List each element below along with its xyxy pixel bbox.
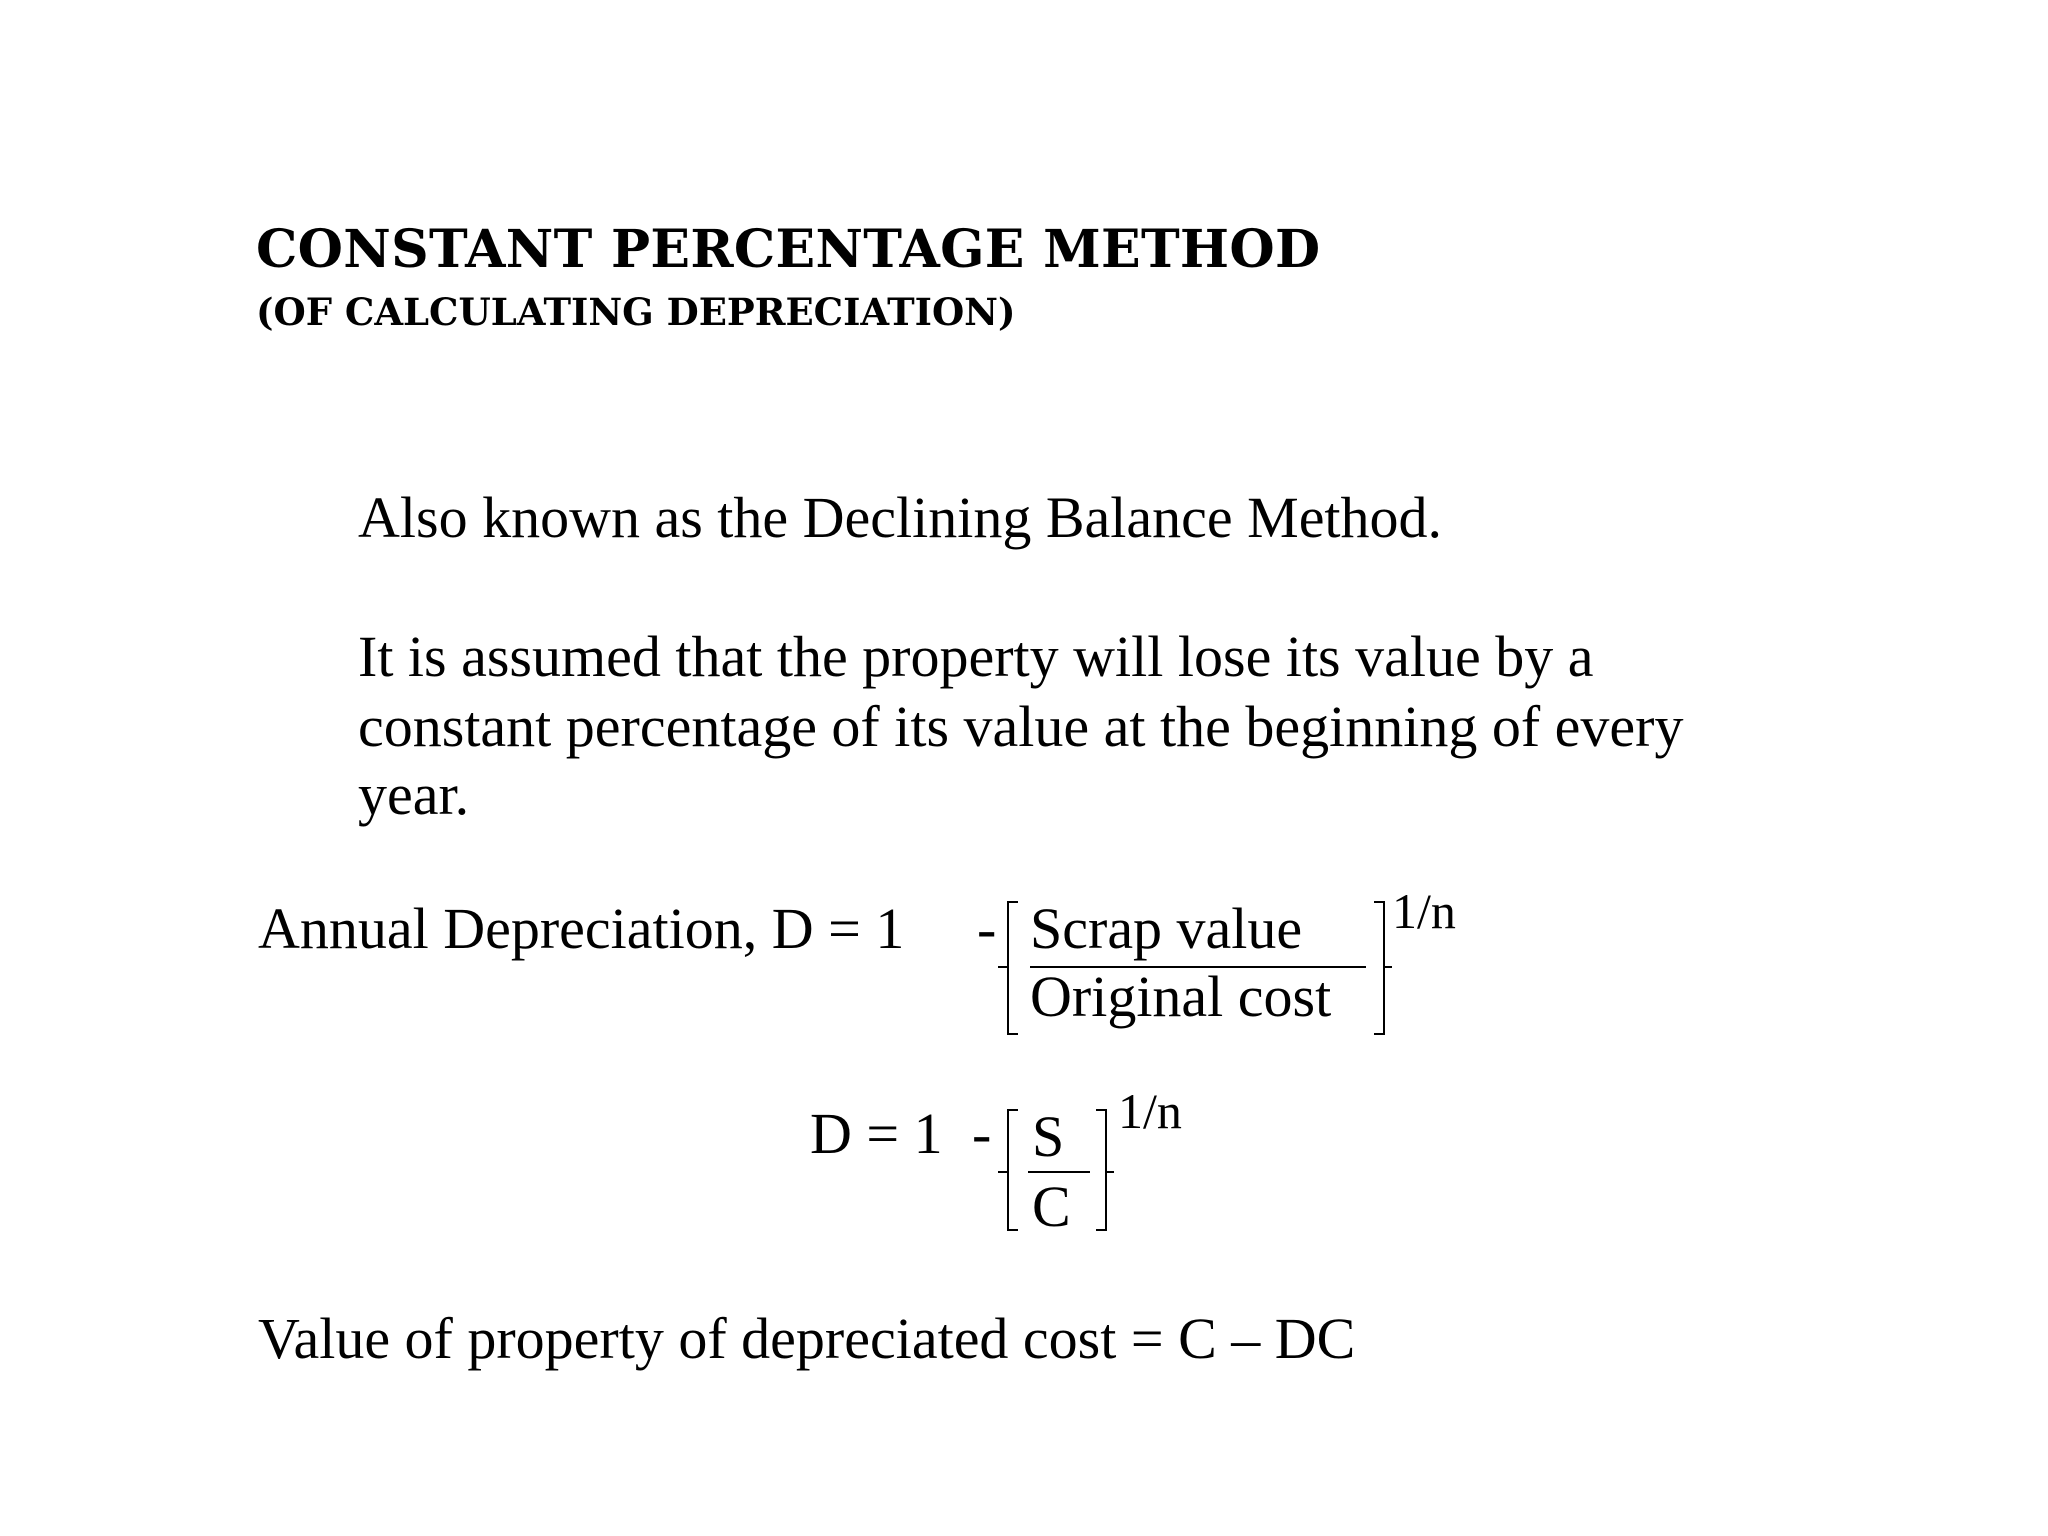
formula-2-minus: - — [972, 1101, 992, 1166]
formula-1-minus: - — [977, 896, 997, 961]
formula-2-right-bracket — [1096, 1110, 1106, 1230]
formula-2-numerator: S — [1032, 1104, 1065, 1169]
formula-1-right-bracket — [1374, 902, 1384, 1034]
page-subtitle: (OF CALCULATING DEPRECIATION) — [256, 290, 1016, 334]
formula-1-label: Annual Depreciation, D = 1 — [258, 896, 905, 961]
formula-2-exponent: 1/n — [1118, 1083, 1182, 1139]
paragraph-assumption-line-2: constant percentage of its value at the beginning of every — [358, 694, 1684, 759]
result-formula: Value of property of depreciated cost = C – DC — [258, 1306, 1356, 1371]
page-title: CONSTANT PERCENTAGE METHOD — [256, 219, 1321, 280]
formula-1-left-bracket — [1008, 902, 1018, 1034]
formula-1-numerator: Scrap value — [1030, 896, 1303, 961]
paragraph-also-known: Also known as the Declining Balance Method. — [358, 485, 1443, 550]
paragraph-assumption-line-1: It is assumed that the property will lose its value by a — [358, 624, 1594, 689]
formula-2-label: D = 1 — [810, 1101, 943, 1166]
formula-2-denominator: C — [1032, 1174, 1071, 1239]
formula-2-left-bracket — [1008, 1110, 1018, 1230]
formula-1-exponent: 1/n — [1392, 883, 1456, 939]
paragraph-assumption-line-3: year. — [358, 762, 470, 827]
formula-1-denominator: Original cost — [1030, 964, 1332, 1029]
